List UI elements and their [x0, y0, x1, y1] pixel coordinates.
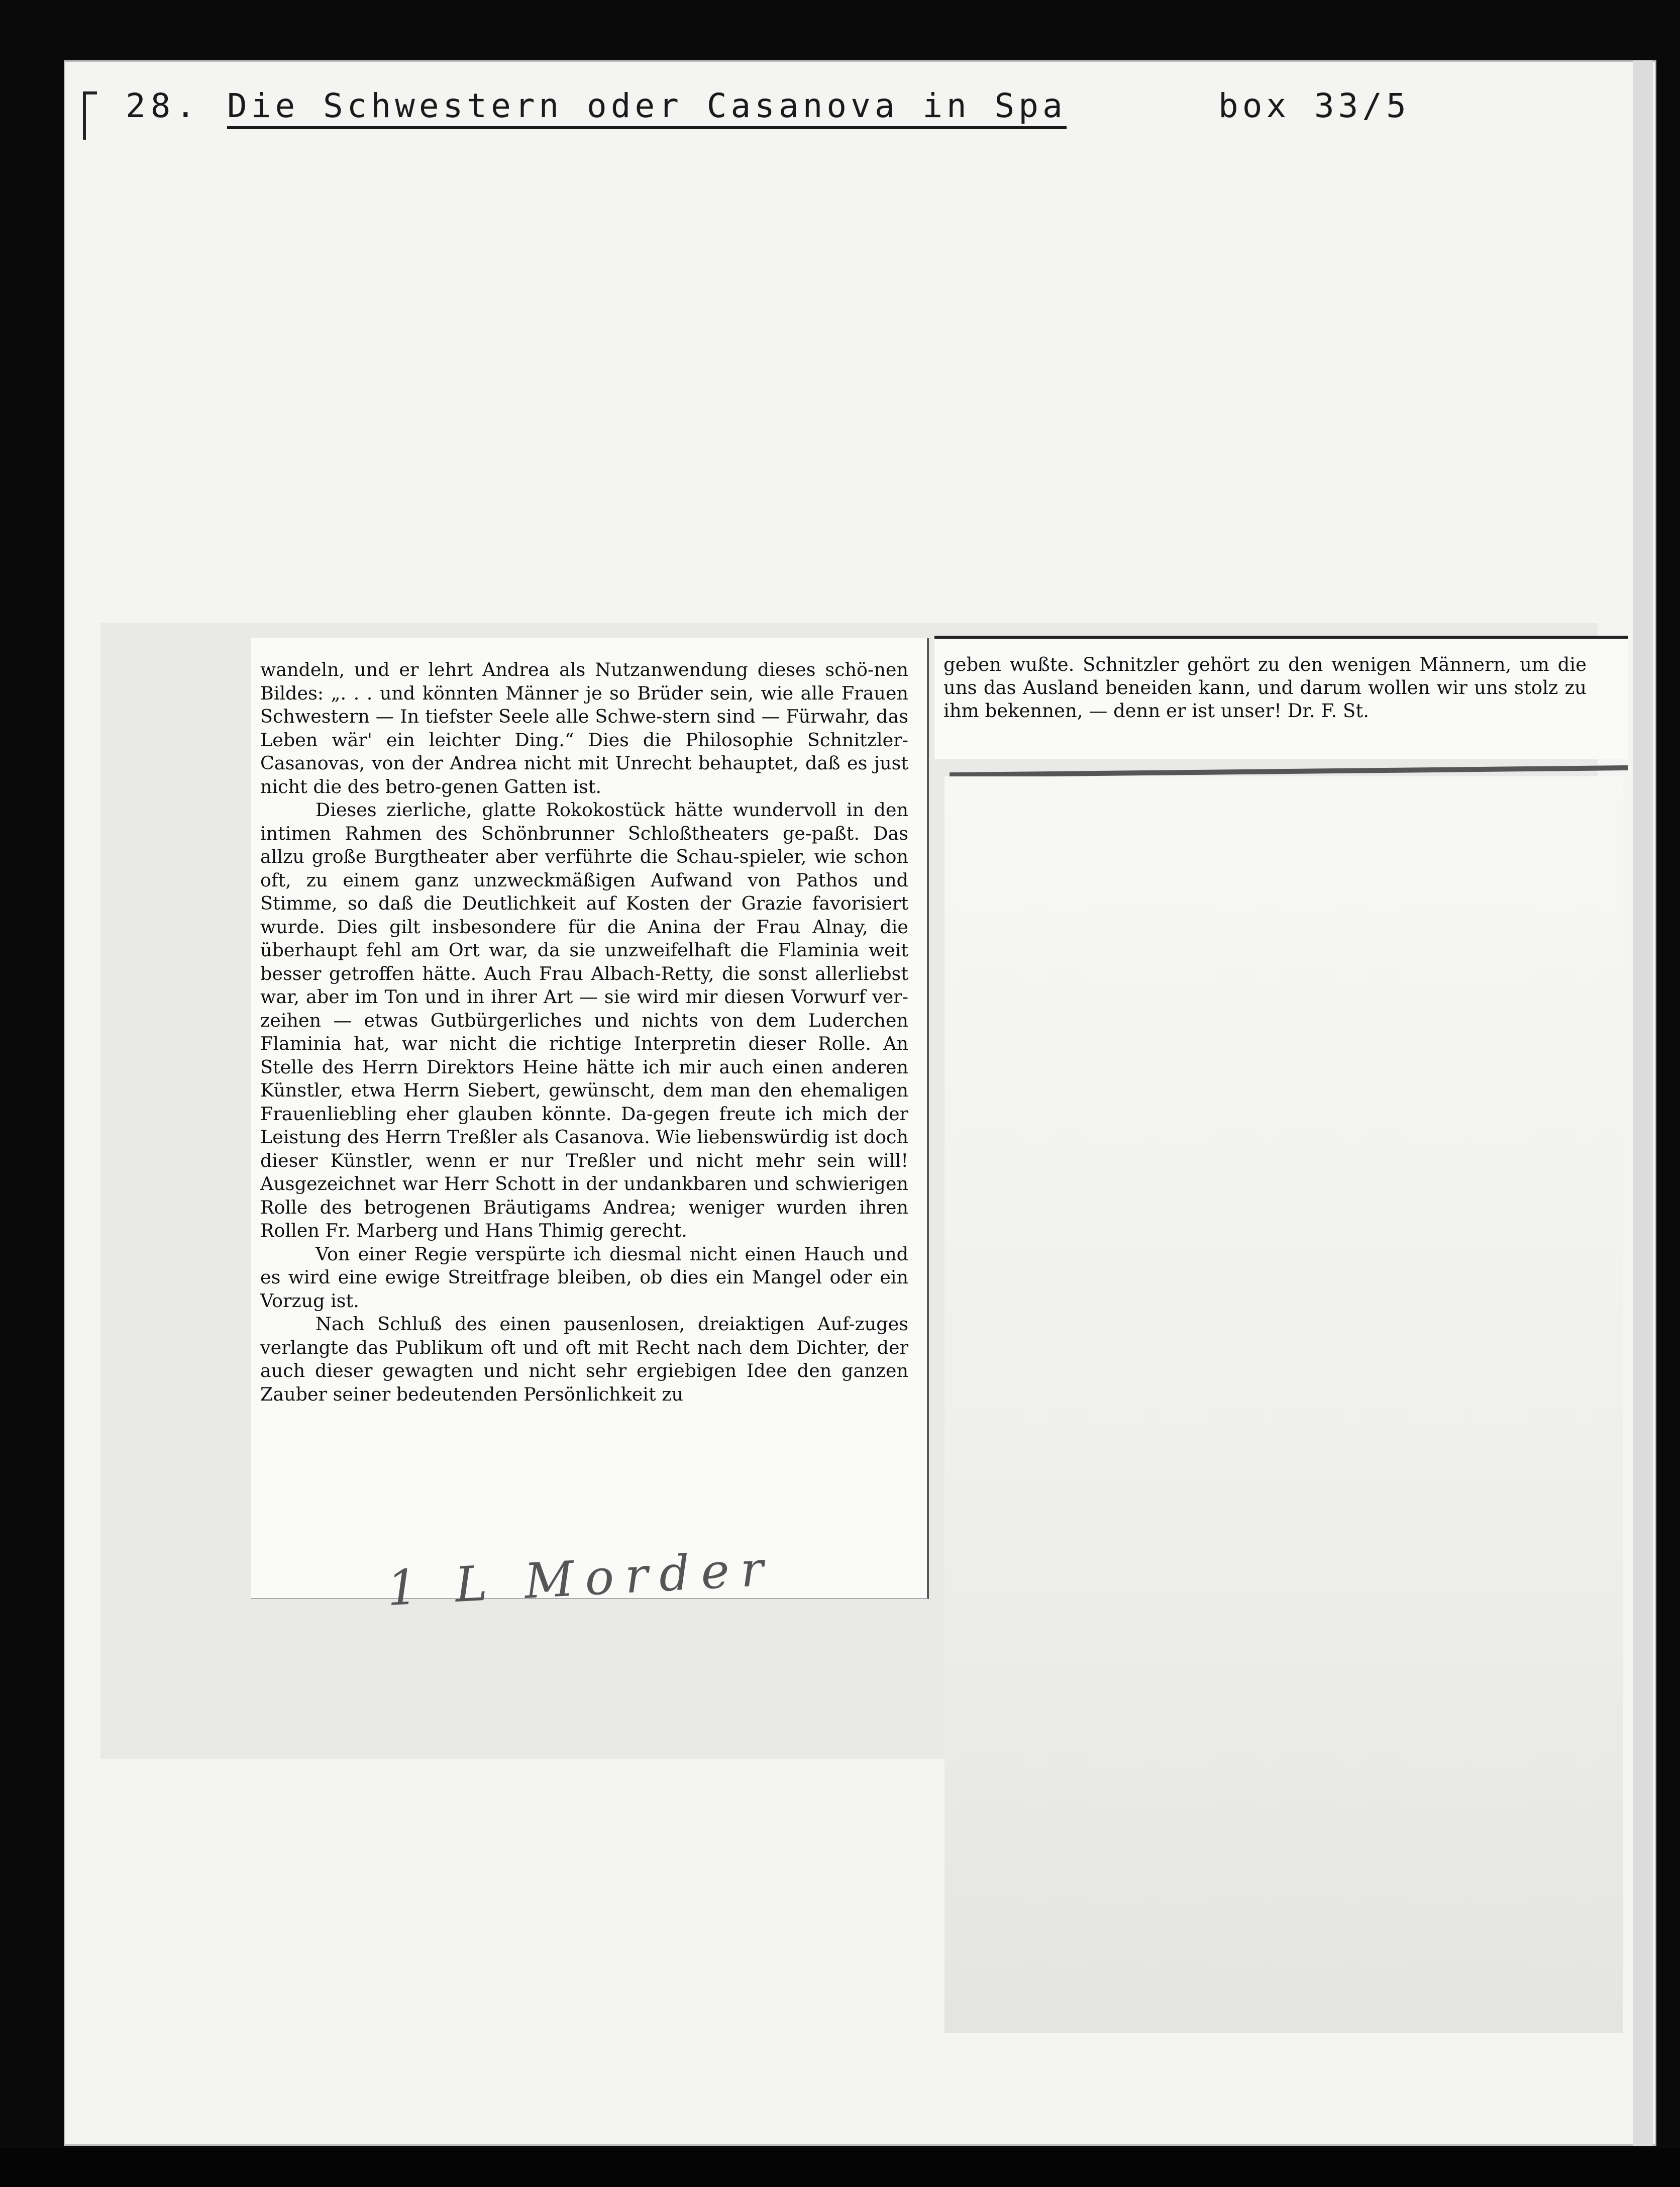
scan-border — [0, 2148, 1680, 2187]
handwritten-annotation: 1 L Morder — [385, 1540, 776, 1617]
clipping-paragraph: Dieses zierliche, glatte Rokokostück hätte wundervoll in den intimen Rahmen des Schönbrunner Schloßtheaters ge-paßt. Das allzu große Burgtheater aber verführte die Schau-spieler, wie schon oft, zu einem ganz unzweckmäßigen Aufwand von Pathos und Stimme, so daß die Deutlichkeit auf Kosten der Grazie favorisiert wurde. Dies gilt insbesondere für die Anina der Frau Alnay, die überhaupt fehl am Ort war, da sie unzweifelhaft die Flaminia weit besser getroffen hätte. Auch Frau Albach-Retty, die sonst allerliebst war, aber im Ton und in ihrer Art — sie wird mir diesen Vorwurf ver-zeihen — etwas Gutbürgerliches und nichts von dem Luderchen Flaminia hat, war nicht die richtige Interpretin dieser Rolle. An Stelle des Herrn Direktors Heine hätte ich mir auch einen anderen Künstler, etwa Herrn Siebert, gewünscht, dem man den ehemaligen Frauenliebling eher glauben könnte. Da-gegen freute ich mich der Leistung des Herrn Treßler als Casanova. Wie liebenswürdig ist doch dieser Künstler, wenn er nur Treßler und nicht mehr sein will! Ausgezeichnet war Herr Schott in der undankbaren und schwierigen Rolle des betrogenen Bräutigams Andrea; weniger wurden ihren Rollen Fr. Marberg und Hans Thimig gerecht. — [260, 799, 908, 1241]
folder-number: 28. — [126, 86, 201, 125]
header-bracket — [83, 91, 97, 140]
clipping-right-column: geben wußte. Schnitzler gehört zu den wenigen Männern, um die uns das Ausland beneiden kann, und darum wollen wir uns stolz zu ihm bekennen, — denn er ist unser! Dr. F. St. — [943, 654, 1587, 722]
blank-paper-area — [944, 776, 1623, 2033]
clipping-left-column — [260, 658, 908, 1406]
folder-title: Die Schwestern oder Casanova in Spa — [227, 86, 1067, 129]
box-label: box 33/5 — [1218, 86, 1410, 125]
clipping-paragraph: Von einer Regie verspürte ich diesmal nicht einen Hauch und es wird eine ewige Streitfrage bleiben, ob dies ein Mangel oder ein Vorzug ist. — [260, 1243, 908, 1312]
clipping-paragraph: Nach Schluß des einen pausenlosen, dreiaktigen Auf-zuges verlangte das Publikum oft und oft mit Recht nach dem Dichter, der auch dieser gewagten und nicht sehr ergiebigen Idee den ganzen Zauber seiner bedeutenden Persönlichkeit zu — [260, 1313, 908, 1405]
sheet-edge-shadow — [1633, 60, 1653, 2146]
clipping-paragraph: wandeln, und er lehrt Andrea als Nutzanwendung dieses schö-nen Bildes: „. . . und könnten Männer je so Brüder sein, wie alle Frauen Schwestern — In tiefster Seele alle Schwe-stern sind — Fürwahr, das Leben wär' ein leichter Ding.“ Dies die Philosophie Schnitzler-Casanovas, von der Andrea nicht mit Unrecht behauptet, daß es just nicht die des betro-genen Gatten ist. — [260, 659, 908, 798]
